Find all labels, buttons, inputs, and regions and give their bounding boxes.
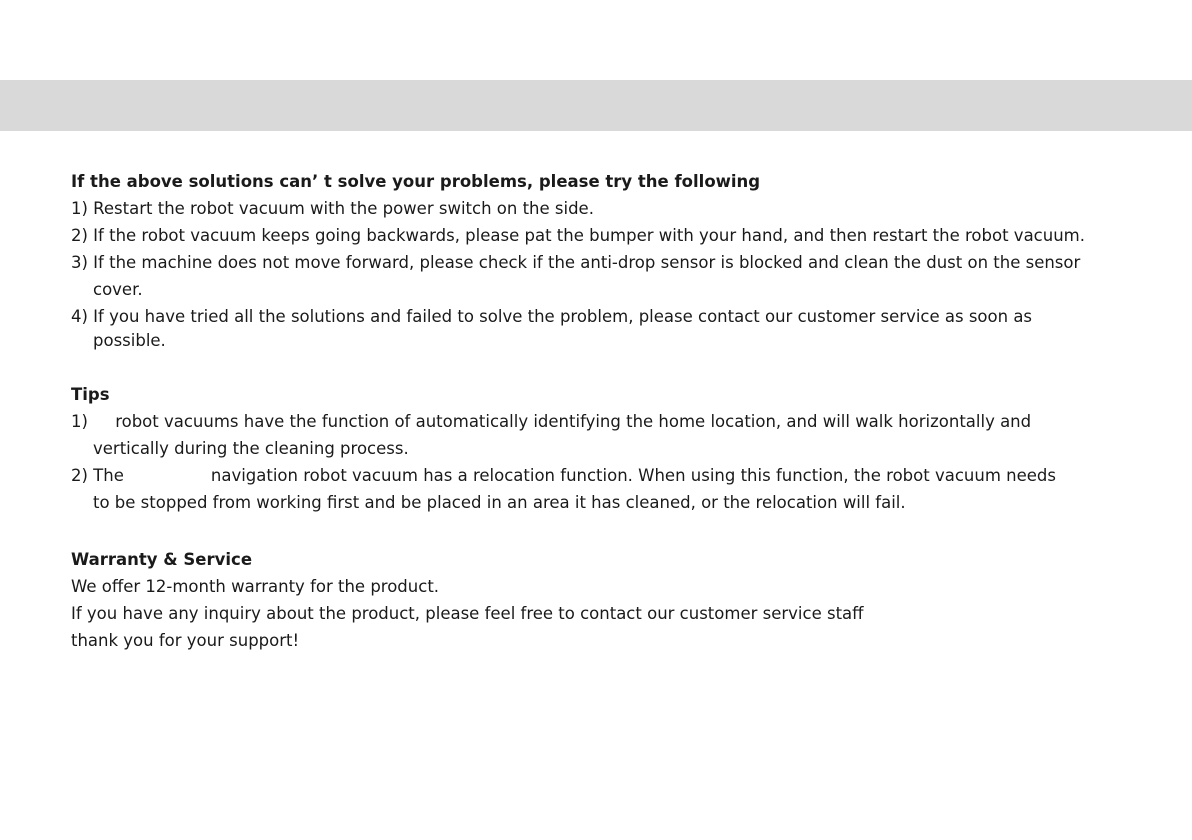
warranty-line-2: If you have any inquiry about the product, please feel free to contact our customer service staff	[71, 604, 864, 623]
tips-section	[71, 378, 1181, 516]
troubleshoot-item-1: 1) Restart the robot vacuum with the power switch on the side.	[71, 199, 594, 218]
troubleshoot-item-4	[71, 303, 1181, 351]
troubleshoot-item-3-line-1: 3) If the machine does not move forward, please check if the anti-drop sensor is blocked and clean the dust on the sensor	[71, 253, 1081, 272]
tips-heading: Tips	[71, 385, 110, 404]
troubleshoot-item-3-line-2: cover.	[93, 280, 143, 299]
tip-2-number: 2) The	[71, 466, 124, 485]
tip-1-number: 1)	[71, 412, 88, 431]
troubleshoot-item-4-line-2: possible.	[93, 331, 166, 350]
warranty-line-3: thank you for your support!	[71, 631, 300, 650]
troubleshoot-heading: If the above solutions can’ t solve your problems, please try the following	[71, 172, 761, 191]
tip-2-line-2: to be stopped from working first and be placed in an area it has cleaned, or the relocation will fail.	[93, 493, 906, 512]
warranty-section	[71, 543, 1181, 654]
tip-1-text: robot vacuums have the function of automatically identifying the home location, and will walk horizontally and	[115, 412, 1032, 431]
troubleshoot-item-3	[71, 249, 1181, 303]
warranty-line-1: We offer 12-month warranty for the product.	[71, 577, 440, 596]
troubleshoot-item-4-line-1: 4) If you have tried all the solutions and failed to solve the problem, please contact our customer service as soon as	[71, 307, 1033, 326]
warranty-heading: Warranty & Service	[71, 550, 253, 569]
tip-2-line-1	[71, 462, 1181, 489]
tip-2	[71, 462, 1181, 516]
tip-1	[71, 408, 1181, 462]
troubleshoot-item-2: 2) If the robot vacuum keeps going backwards, please pat the bumper with your hand, and then restart the robot vacuum.	[71, 226, 1085, 245]
troubleshoot-section	[71, 168, 1181, 351]
tip-1-line-2: vertically during the cleaning process.	[93, 439, 409, 458]
header-band	[0, 80, 1192, 131]
tip-1-line-1	[71, 408, 1181, 435]
tip-2-text: navigation robot vacuum has a relocation function. When using this function, the robot vacuum needs	[210, 466, 1056, 485]
manual-content	[71, 168, 1181, 654]
